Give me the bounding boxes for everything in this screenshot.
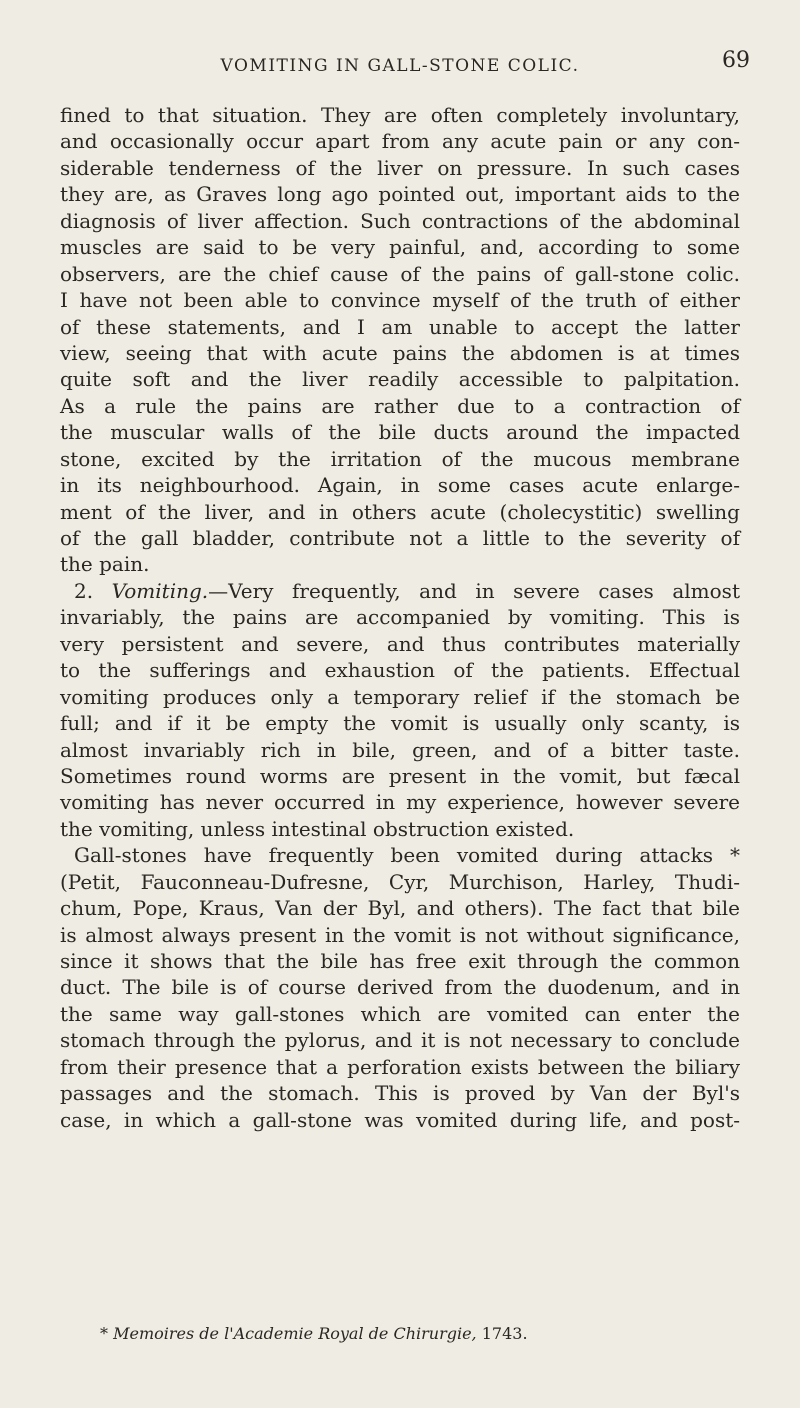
text-line: Sometimes round worms are present in the vomit, but fæcal bbox=[60, 763, 740, 788]
text-line: invariably, the pains are accompanied by vomiting. This is bbox=[60, 605, 740, 630]
text-line: ment of the liver, and in others acute (cholecystitic) swelling bbox=[60, 499, 740, 524]
text-line: As a rule the pains are rather due to a contraction of bbox=[60, 393, 740, 418]
text-line: of these statements, and I am unable to accept the latter bbox=[60, 314, 740, 339]
text-line: almost invariably rich in bile, green, and of a bitter taste. bbox=[60, 737, 740, 762]
text-line: 2. Vomiting.—Very frequently, and in severe cases almost bbox=[74, 578, 740, 603]
text-line: of the gall bladder, contribute not a little to the severity of bbox=[60, 526, 740, 550]
footnote-title: Memoires de l'Academie Royal de Chirurgie, bbox=[113, 1324, 477, 1343]
text-line: I have not been able to convince myself of the truth of either bbox=[60, 288, 740, 313]
text-line: case, in which a gall-stone was vomited during life, and post- bbox=[60, 1107, 740, 1132]
text-line: the muscular walls of the bile ducts around the impacted bbox=[60, 420, 740, 445]
text-line: stone, excited by the irritation of the mucous membrane bbox=[60, 446, 740, 471]
text-line: vomiting produces only a temporary relief if the stomach be bbox=[60, 684, 740, 709]
text-line: view, seeing that with acute pains the abdomen is at times bbox=[60, 340, 740, 365]
footnote bbox=[100, 1324, 740, 1343]
text-line: full; and if it be empty the vomit is usually only scanty, is bbox=[60, 711, 740, 736]
text-line: chum, Pope, Kraus, Van der Byl, and others). The fact that bile bbox=[60, 896, 740, 921]
text-line: the pain. bbox=[60, 552, 150, 577]
text-line: since it shows that the bile has free exit through the common bbox=[60, 949, 740, 973]
text-line: passages and the stomach. This is proved by Van der Byl's bbox=[60, 1081, 740, 1106]
section-heading: Vomiting. bbox=[111, 578, 209, 603]
text-line: (Petit, Fauconneau-Dufresne, Cyr, Murchison, Harley, Thudi- bbox=[60, 869, 740, 894]
text-line: they are, as Graves long ago pointed out, important aids to the bbox=[60, 182, 740, 207]
footnote-marker: * bbox=[100, 1324, 114, 1343]
page-number: 69 bbox=[722, 48, 750, 73]
text-line: is almost always present in the vomit is not without significance, bbox=[60, 922, 740, 947]
text-line: vomiting has never occurred in my experience, however severe bbox=[60, 790, 740, 815]
text-line: and occasionally occur apart from any acute pain or any con- bbox=[60, 129, 740, 154]
text-line: quite soft and the liver readily accessible to palpitation. bbox=[60, 367, 740, 392]
text-line: in its neighbourhood. Again, in some cases acute enlarge- bbox=[60, 473, 740, 498]
text-line: stomach through the pylorus, and it is not necessary to conclude bbox=[60, 1028, 740, 1053]
running-head: VOMITING IN GALL-STONE COLIC. bbox=[220, 56, 580, 76]
text-line: fined to that situation. They are often completely involuntary, bbox=[60, 103, 740, 127]
text-line: observers, are the chief cause of the pains of gall-stone colic. bbox=[60, 261, 740, 286]
text-line: duct. The bile is of course derived from the duodenum, and in bbox=[60, 975, 740, 1000]
text-line: from their presence that a perforation exists between the biliary bbox=[60, 1054, 740, 1079]
text-line: to the sufferings and exhaustion of the patients. Effectual bbox=[60, 658, 740, 683]
body-text bbox=[60, 102, 740, 1133]
text-line: very persistent and severe, and thus contributes materially bbox=[60, 631, 740, 656]
footnote-year: 1743. bbox=[476, 1324, 528, 1343]
text-line: the vomiting, unless intestinal obstruction existed. bbox=[60, 816, 575, 841]
text-line: the same way gall-stones which are vomited can enter the bbox=[60, 1001, 740, 1026]
text-line: muscles are said to be very painful, and, according to some bbox=[60, 235, 740, 260]
text-line: Gall-stones have frequently been vomited during attacks * bbox=[74, 843, 740, 868]
text-line: siderable tenderness of the liver on pressure. In such cases bbox=[60, 155, 740, 180]
text-line: diagnosis of liver affection. Such contractions of the abdominal bbox=[60, 208, 740, 233]
